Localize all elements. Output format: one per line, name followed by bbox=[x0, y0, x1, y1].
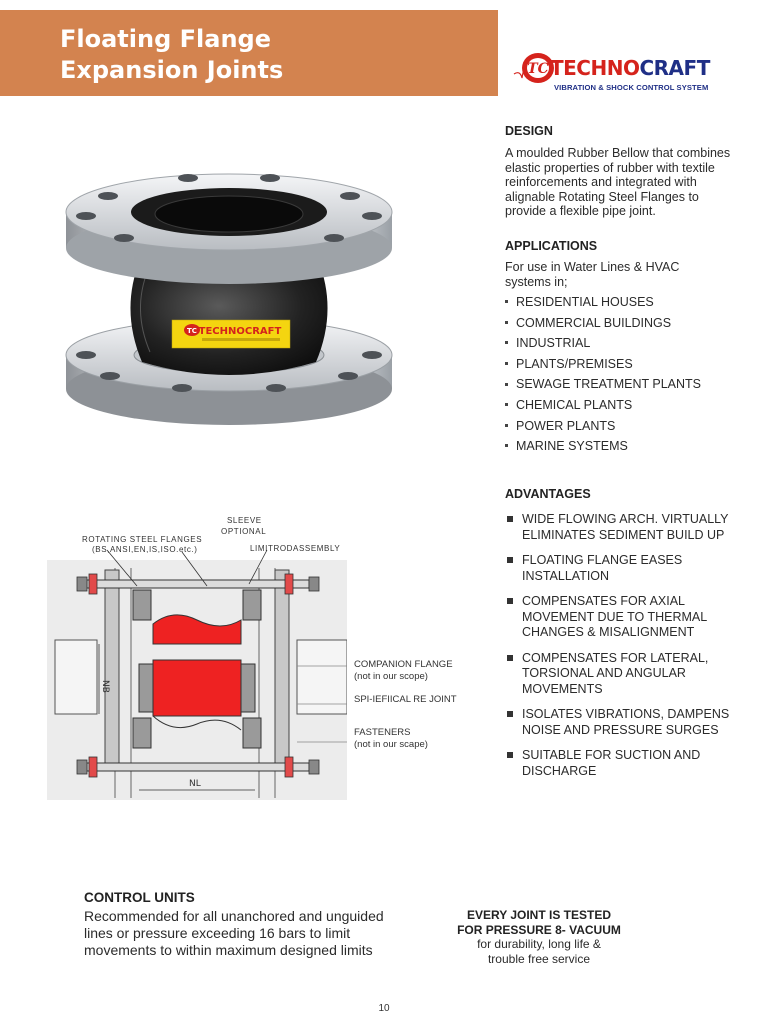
product-photo bbox=[52, 150, 407, 450]
diagram-label-optional: OPTIONAL bbox=[221, 527, 267, 536]
photo-label-mark: TC bbox=[187, 327, 197, 335]
bullet-icon bbox=[505, 321, 508, 324]
bullet-icon bbox=[505, 362, 508, 365]
bullet-icon bbox=[507, 752, 513, 758]
callout-fasteners bbox=[354, 727, 428, 750]
list-item bbox=[505, 418, 701, 439]
bullet-icon bbox=[505, 341, 508, 344]
advantages-heading: ADVANTAGES bbox=[505, 487, 591, 501]
list-item-text: COMPENSATES FOR AXIAL MOVEMENT DUE TO THERMAL CHANGES & MISALIGNMENT bbox=[522, 594, 707, 639]
upper-flange bbox=[66, 174, 392, 284]
list-item bbox=[505, 397, 701, 418]
list-item-text: FLOATING FLANGE EASES INSTALLATION bbox=[522, 553, 683, 583]
bolt-hole bbox=[98, 192, 118, 200]
title-banner bbox=[0, 10, 498, 96]
page-title-line2: Expansion Joints bbox=[60, 56, 284, 84]
bolt-hole bbox=[362, 212, 382, 220]
list-item-text: COMMERCIAL BUILDINGS bbox=[516, 315, 672, 330]
testing-note-line4: trouble free service bbox=[487, 951, 591, 966]
bolt-hole bbox=[76, 212, 96, 220]
technocraft-logo bbox=[512, 46, 722, 96]
callout-fasteners-note: (not in our scape) bbox=[354, 738, 428, 750]
diagram-label-standards: (BS,ANSI,EN,IS,ISO.etc.) bbox=[92, 545, 198, 554]
list-item bbox=[505, 315, 701, 336]
list-item-text: WIDE FLOWING ARCH. VIRTUALLY ELIMINATES SEDIMENT BUILD UP bbox=[522, 512, 729, 542]
brand-tagline: VIBRATION & SHOCK CONTROL SYSTEM bbox=[554, 83, 709, 92]
advantages-list bbox=[505, 512, 745, 789]
control-units-text: Recommended for all unanchored and unguided lines or pressure exceeding 16 bars to limit movements to within maximum designed limits bbox=[84, 908, 384, 958]
list-item bbox=[505, 748, 745, 779]
list-item bbox=[505, 651, 745, 698]
bolt-hole bbox=[266, 384, 286, 392]
list-item-text: COMPENSATES FOR LATERAL, TORSIONAL AND ANGULAR MOVEMENTS bbox=[522, 650, 709, 696]
bolt-hole bbox=[100, 372, 120, 380]
callout-companion-note: (not in our scope) bbox=[354, 670, 428, 682]
list-item-text: CHEMICAL PLANTS bbox=[516, 397, 633, 412]
control-units-heading: CONTROL UNITS bbox=[84, 890, 195, 905]
bullet-icon bbox=[505, 403, 508, 406]
diagram-label-nb: NB bbox=[100, 680, 110, 693]
bolt-hole bbox=[76, 351, 96, 359]
rubber-joint-body bbox=[153, 660, 241, 716]
logo-mark-text: TC bbox=[527, 61, 549, 77]
bullet-icon bbox=[505, 424, 508, 427]
list-item-text: SEWAGE TREATMENT PLANTS bbox=[516, 377, 701, 392]
list-item bbox=[505, 356, 701, 377]
design-heading: DESIGN bbox=[505, 124, 553, 138]
list-item bbox=[505, 707, 745, 738]
testing-note-line1: EVERY JOINT IS TESTED bbox=[466, 908, 612, 922]
list-item-text: POWER PLANTS bbox=[516, 418, 616, 433]
bolt-hole bbox=[114, 234, 134, 242]
bullet-icon bbox=[505, 300, 508, 303]
testing-note bbox=[424, 908, 654, 966]
bolt-hole bbox=[338, 372, 358, 380]
list-item-text: ISOLATES VIBRATIONS, DAMPENS NOISE AND PRESSURE SURGES bbox=[522, 707, 730, 737]
list-item bbox=[505, 335, 701, 356]
list-item-text: SUITABLE FOR SUCTION AND DISCHARGE bbox=[522, 748, 701, 778]
bullet-icon bbox=[507, 598, 513, 604]
list-item-text: PLANTS/PREMISES bbox=[516, 356, 633, 371]
bolt-hole bbox=[340, 192, 360, 200]
callout-fasteners-title: FASTENERS bbox=[354, 727, 411, 738]
bolt-hole bbox=[324, 234, 344, 242]
photo-label-text: TECHNOCRAFT bbox=[198, 326, 282, 337]
list-item-text: INDUSTRIAL bbox=[516, 336, 591, 351]
callout-companion-flange bbox=[354, 659, 453, 682]
bolt-hole bbox=[172, 384, 192, 392]
bolt-hole bbox=[260, 174, 280, 182]
brand-name bbox=[550, 56, 710, 80]
callout-companion-title: COMPANION FLANGE bbox=[354, 659, 453, 670]
list-item bbox=[505, 553, 745, 584]
bullet-icon bbox=[507, 516, 513, 522]
list-item bbox=[505, 294, 701, 315]
testing-note-line3: for durability, long life & bbox=[477, 937, 601, 951]
page-title bbox=[60, 24, 283, 86]
applications-list bbox=[505, 294, 701, 459]
diagram-label-limitrod: LIMITRODASSEMBLY bbox=[250, 544, 341, 553]
bullet-icon bbox=[505, 383, 508, 386]
diagram-label-nl: NL bbox=[189, 779, 201, 789]
list-item bbox=[505, 512, 745, 543]
brand-name-craft: CRAFT bbox=[639, 56, 710, 80]
applications-heading: APPLICATIONS bbox=[505, 239, 598, 253]
testing-note-line2: FOR PRESSURE 8- VACUUM bbox=[457, 922, 621, 937]
applications-intro: For use in Water Lines & HVAC systems in; bbox=[505, 260, 680, 289]
bolt-hole bbox=[362, 351, 382, 359]
design-text: A moulded Rubber Bellow that combines elastic properties of rubber with textile reinforcements and integrated with alignable Rotating Steel Flanges to provide a flexible pipe joint. bbox=[505, 146, 731, 218]
bullet-icon bbox=[507, 655, 513, 661]
list-item-text: MARINE SYSTEMS bbox=[516, 439, 628, 454]
page-number: 10 bbox=[378, 1003, 390, 1014]
list-item bbox=[505, 376, 701, 397]
callout-joint: SPI-IEFIICAL RE JOINT bbox=[354, 694, 457, 705]
diagram-label-rotating-flanges: ROTATING STEEL FLANGES bbox=[82, 535, 203, 544]
bullet-icon bbox=[507, 711, 513, 717]
bolt-hole bbox=[178, 174, 198, 182]
list-item-text: RESIDENTIAL HOUSES bbox=[516, 295, 654, 309]
bullet-icon bbox=[507, 557, 513, 563]
list-item bbox=[505, 594, 745, 641]
bullet-icon bbox=[505, 444, 508, 447]
page-title-line1: Floating Flange bbox=[60, 25, 271, 53]
brand-name-techno: TECHNO bbox=[550, 56, 640, 80]
diagram-label-sleeve: SLEEVE bbox=[227, 516, 262, 525]
list-item bbox=[505, 438, 701, 459]
